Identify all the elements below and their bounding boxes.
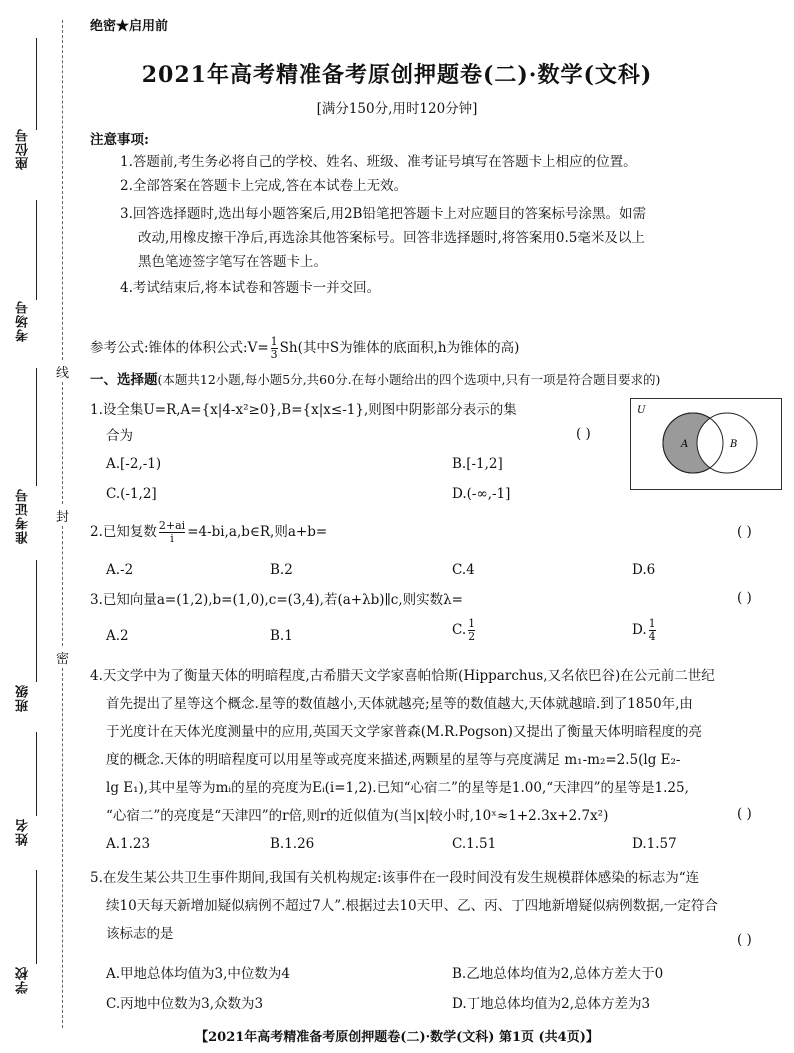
note-1: 1.答题前,考生务必将自己的学校、姓名、班级、准考证号填写在答题卡上相应的位置。: [120, 154, 637, 170]
section-heading: [90, 368, 660, 388]
q2-option-c: C.4: [452, 562, 475, 578]
q3-option-b: B.1: [270, 628, 293, 644]
field-school: 学校: [16, 966, 31, 994]
q3-option-c: [452, 618, 477, 643]
q2-option-a: A.-2: [106, 562, 134, 578]
q2-stem: [90, 520, 327, 545]
field-class: 班级: [16, 684, 31, 712]
q3-option-c-label: C.: [452, 622, 467, 638]
field-admission-number-line: [36, 368, 37, 486]
field-name: 姓名: [16, 818, 31, 846]
q5-option-a: A.甲地总体均值为3,中位数为4: [106, 966, 291, 982]
venn-label-a: A: [681, 439, 689, 450]
venn-label-u: U: [637, 405, 646, 416]
q1-option-b: B.[-1,2]: [452, 456, 503, 472]
q2-frac-num: 2+ai: [158, 519, 186, 532]
q1-option-c: C.(-1,2]: [106, 486, 157, 502]
q5-line-3: 该标志的是: [106, 926, 174, 942]
section-title: 一、选择题: [90, 372, 158, 388]
venn-svg: [631, 399, 781, 489]
note-3-cont-2: 黑色笔迹签字笔写在答题卡上。: [138, 254, 327, 270]
q4-line-4: 度的概念.天体的明暗程度可以用星等或亮度来描述,两颗星的星等与亮度满足 m₁-m₂=2.5(lg E₂-: [106, 752, 681, 768]
reference-formula: [90, 336, 519, 361]
note-3-cont-1: 改动,用橡皮擦干净后,再选涂其他答案标号。回答非选择题时,将答案用0.5毫米及以上: [138, 230, 645, 246]
field-seat-number: 座位号: [16, 128, 31, 170]
field-name-line: [36, 732, 37, 816]
q4-option-d: D.1.57: [632, 836, 677, 852]
q2-answer-paren: ( ): [737, 524, 752, 540]
confidential-label: 绝密★启用前: [90, 19, 169, 34]
q3-option-a: A.2: [106, 628, 129, 644]
formula-prefix: 参考公式:锥体的体积公式:V=: [90, 340, 269, 356]
q1-stem-line1: 1.设全集U=R,A={x|4-x²≥0},B={x|x≤-1},则图中阴影部分表示的集: [90, 402, 517, 418]
q3-answer-paren: ( ): [737, 590, 752, 606]
q5-option-d: D.丁地总体均值为2,总体方差为3: [452, 996, 651, 1012]
q2-fraction: [159, 520, 185, 545]
q4-line-3: 于光度计在天体光度测量中的应用,英国天文学家普森(M.R.Pogson)又提出了衡量天体明暗程度的亮: [106, 724, 702, 740]
section-desc: (本题共12小题,每小题5分,共60分.在每小题给出的四个选项中,只有一项是符合题目要求的): [157, 372, 661, 387]
formula-frac-den: 3: [270, 348, 278, 361]
seal-dash-line-2: [62, 382, 63, 504]
field-school-line: [36, 870, 37, 964]
q3-option-c-num: 1: [468, 617, 476, 630]
q3-stem: 3.已知向量a=(1,2),b=(1,0),c=(3,4),若(a+λb)∥c,则实数λ=: [90, 592, 463, 608]
venn-diagram: [630, 398, 782, 490]
q3-option-d-num: 1: [648, 617, 656, 630]
q5-option-b: B.乙地总体均值为2,总体方差大于0: [452, 966, 664, 982]
note-4: 4.考试结束后,将本试卷和答题卡一并交回。: [120, 280, 381, 296]
formula-frac-num: 1: [270, 335, 278, 348]
q4-answer-paren: ( ): [737, 806, 752, 822]
q4-line-1: 4.天文学中为了衡量天体的明暗程度,古希腊天文学家喜帕恰斯(Hipparchus,又名依巴谷)在公元前二世纪: [90, 668, 715, 684]
seal-dash-line-3: [62, 526, 63, 646]
q1-option-d: D.(-∞,-1]: [452, 486, 511, 502]
q2-option-b: B.2: [270, 562, 293, 578]
seal-mark-seal: 封: [56, 510, 70, 525]
exam-info: [满分150分,用时120分钟]: [316, 101, 478, 117]
q2-frac-den: i: [170, 532, 174, 545]
q3-option-d-label: D.: [632, 622, 647, 638]
notes-heading: 注意事项:: [90, 132, 149, 148]
formula-fraction: [271, 336, 278, 361]
q4-line-5: lg E₁),其中星等为mᵢ的星的亮度为Eᵢ(i=1,2).已知“心宿二”的星等是1.00,“天津四”的星等是1.25,: [106, 780, 689, 796]
q3-option-d-den: 4: [648, 630, 656, 643]
q1-option-a: A.[-2,-1): [106, 456, 162, 472]
q1-stem-line2: 合为: [106, 428, 133, 444]
q3-option-c-fraction: [468, 618, 475, 643]
field-class-line: [36, 560, 37, 682]
seal-dash-line-4: [62, 668, 63, 1028]
q3-option-d: [632, 618, 658, 643]
q4-line-2: 首先提出了星等这个概念.星等的数值越小,天体就越亮;星等的数值越大,天体就越暗.到了1850年,由: [106, 696, 693, 712]
q5-line-1: 5.在发生某公共卫生事件期间,我国有关机构规定:该事件在一段时间没有发生规模群体感染的标志为“连: [90, 870, 700, 886]
venn-label-b: B: [730, 439, 738, 450]
q4-option-c: C.1.51: [452, 836, 497, 852]
formula-suffix: Sh(其中S为锥体的底面积,h为锥体的高): [279, 340, 520, 356]
q3-option-d-fraction: [649, 618, 656, 643]
q2-suffix: =4-bi,a,b∈R,则a+b=: [187, 524, 328, 540]
q5-line-2: 续10天每天新增加疑似病例不超过7人”.根据过去10天甲、乙、丙、丁四地新增疑似病例数据,一定符合: [106, 898, 718, 914]
seal-mark-secret: 密: [56, 652, 70, 667]
field-exam-room-line: [36, 200, 37, 300]
note-3: 3.回答选择题时,选出每小题答案后,用2B铅笔把答题卡上对应题目的答案标号涂黑。如需: [120, 206, 646, 222]
q4-line-6: “心宿二”的亮度是“天津四”的r倍,则r的近似值为(当|x|较小时,10ˣ≈1+2.3x+2.7x²): [106, 808, 609, 824]
note-2: 2.全部答案在答题卡上完成,答在本试卷上无效。: [120, 178, 408, 194]
field-exam-room: 考场号: [16, 300, 31, 342]
q2-option-d: D.6: [632, 562, 656, 578]
page-footer: 【2021年高考精准备考原创押题卷(二)·数学(文科) 第1页 (共4页)】: [195, 1030, 599, 1045]
page-title: 2021年高考精准备考原创押题卷(二)·数学(文科): [141, 62, 653, 88]
q2-prefix: 2.已知复数: [90, 524, 157, 540]
q1-answer-paren: ( ): [576, 426, 591, 442]
q5-answer-paren: ( ): [737, 932, 752, 948]
q3-option-c-den: 2: [468, 630, 476, 643]
q4-option-a: A.1.23: [106, 836, 151, 852]
field-admission-number: 准考证号: [16, 488, 31, 544]
q5-option-c: C.丙地中位数为3,众数为3: [106, 996, 264, 1012]
seal-mark-line: 线: [56, 366, 70, 381]
q4-option-b: B.1.26: [270, 836, 315, 852]
